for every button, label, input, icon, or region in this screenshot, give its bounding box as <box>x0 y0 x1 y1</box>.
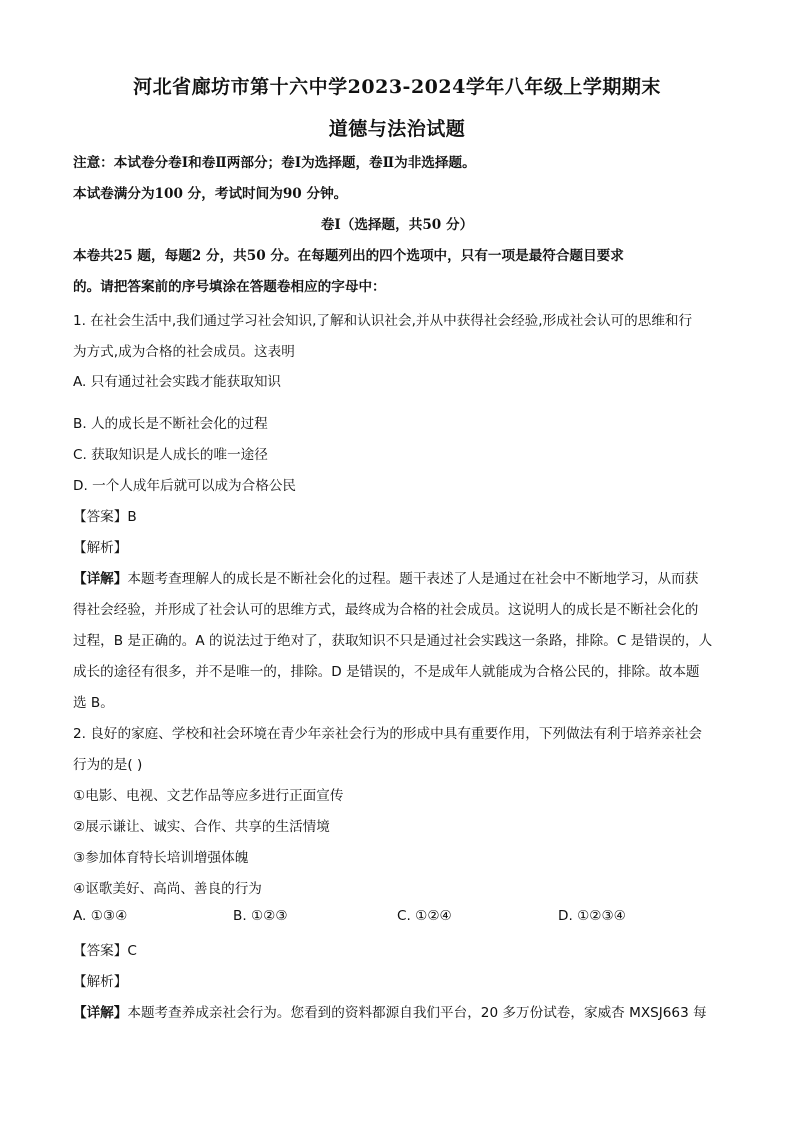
notice-line-1: 注意：本试卷分卷Ⅰ和卷Ⅱ两部分；卷Ⅰ为选择题，卷Ⅱ为非选择题。 <box>73 155 476 171</box>
q2-option-a: A. ①③④ <box>73 908 128 924</box>
section-heading: 卷Ⅰ（选择题，共50 分） <box>320 217 474 233</box>
notice-line-2: 本试卷满分为100 分，考试时间为90 分钟。 <box>73 186 348 202</box>
q2-option-b: B. ①②③ <box>233 908 288 924</box>
q1-detail-text-1: 本题考查理解人的成长是不断社会化的过程。题干表述了人是通过在社会中不断地学习，从而获 <box>127 571 699 587</box>
q1-option-b: B. 人的成长是不断社会化的过程 <box>73 416 268 432</box>
q2-option-c: C. ①②④ <box>397 908 452 924</box>
q2-detail-line-1 <box>73 1001 723 1021</box>
section-instruction-line-1: 本卷共25 题，每题2 分，共50 分。在每题列出的四个选项中，只有一项是最符合题目要求 <box>73 248 624 264</box>
q1-stem-line-2: 为方式,成为合格的社会成员。这表明 <box>73 344 295 360</box>
q2-answer: 【答案】C <box>73 943 137 959</box>
section-instruction-line-2: 的。请把答案前的序号填涂在答题卷相应的字母中： <box>73 279 386 295</box>
q2-item-3: ③参加体育特长培训增强体魄 <box>73 850 249 866</box>
q2-stem-line-2: 行为的是( ) <box>73 757 143 773</box>
q2-item-4: ④讴歌美好、高尚、善良的行为 <box>73 881 262 897</box>
q1-answer: 【答案】B <box>73 509 137 525</box>
document-subtitle: 道德与法治试题 <box>328 118 466 140</box>
q1-option-c: C. 获取知识是人成长的唯一途径 <box>73 447 268 463</box>
document-title: 河北省廊坊市第十六中学2023-2024学年八年级上学期期末 <box>133 76 661 98</box>
q2-option-d: D. ①②③④ <box>558 908 626 924</box>
q2-item-1: ①电影、电视、文艺作品等应多进行正面宣传 <box>73 788 344 804</box>
q2-detail-text-1: 本题考查养成亲社会行为。您看到的资料都源自我们平台，20 多万份试卷，家威杏 MXSJ663 每 <box>127 1005 707 1021</box>
q1-option-a: A. 只有通过社会实践才能获取知识 <box>73 374 282 390</box>
q1-option-d: D. 一个人成年后就可以成为合格公民 <box>73 478 297 494</box>
q1-detail-line-4: 成长的途径有很多，并不是唯一的，排除。D 是错误的，不是成年人就能成为合格公民的，排除。故本题 <box>73 664 700 680</box>
q1-analysis-label: 【解析】 <box>73 540 128 556</box>
q1-detail-line-5: 选 B。 <box>73 695 114 711</box>
q1-detail-line-2: 得社会经验，并形成了社会认可的思维方式，最终成为合格的社会成员。这说明人的成长是不断社会化的 <box>73 602 699 618</box>
q2-detail-tag: 【详解】 <box>73 1005 128 1021</box>
q1-detail-line-1 <box>73 567 723 587</box>
q2-item-2: ②展示谦让、诚实、合作、共享的生活情境 <box>73 819 330 835</box>
q1-detail-tag: 【详解】 <box>73 571 128 587</box>
q1-stem-line-1: 1. 在社会生活中,我们通过学习社会知识,了解和认识社会,并从中获得社会经验,形成社会认可的思维和行 <box>73 313 693 329</box>
q1-detail-line-3: 过程，B 是正确的。A 的说法过于绝对了，获取知识不只是通过社会实践这一条路，排除。C 是错误的，人 <box>73 633 713 649</box>
q2-stem-line-1: 2. 良好的家庭、学校和社会环境在青少年亲社会行为的形成中具有重要作用，下列做法有利于培养亲社会 <box>73 726 703 742</box>
q2-analysis-label: 【解析】 <box>73 974 128 990</box>
